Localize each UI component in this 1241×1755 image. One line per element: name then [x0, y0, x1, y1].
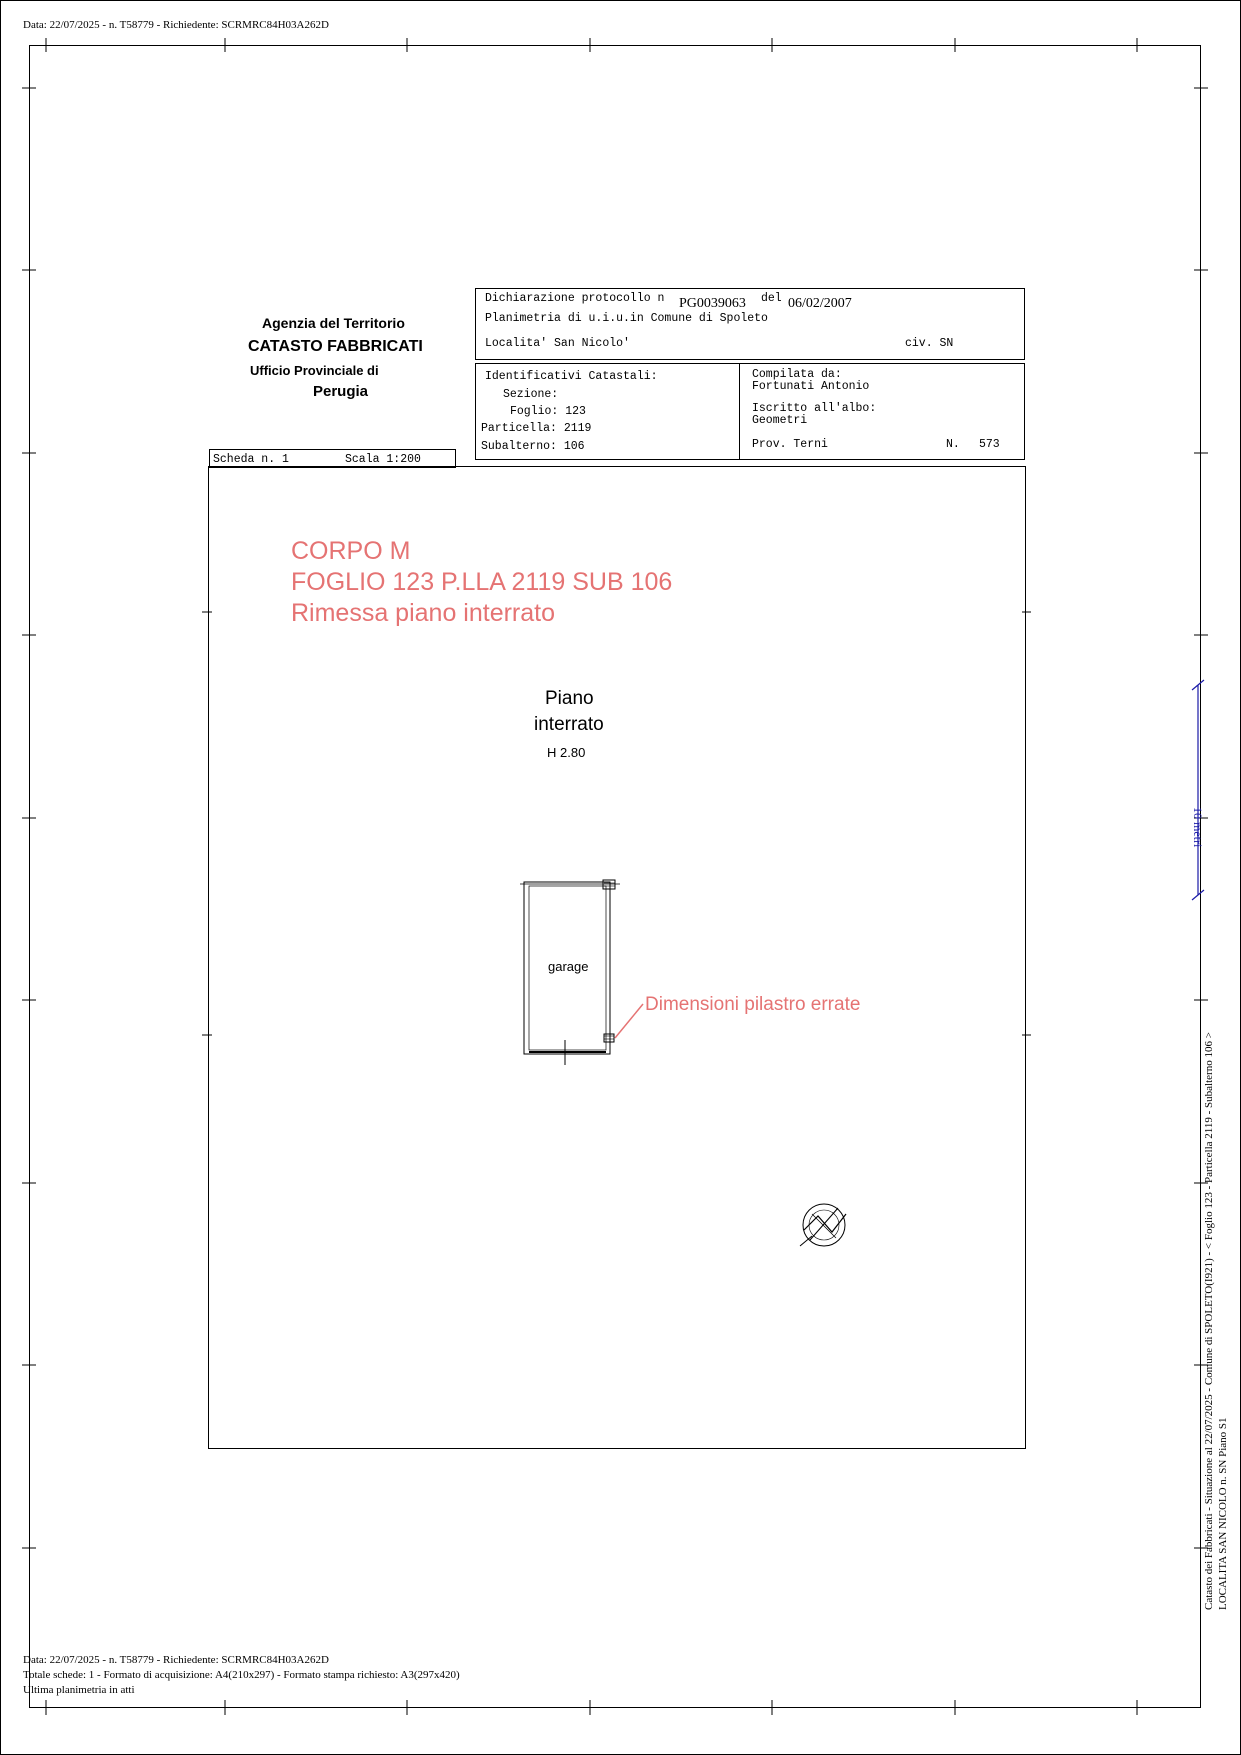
footer-last-plan: Ultima planimetria in atti [23, 1684, 135, 1696]
identifiers-title: Identificativi Catastali: [485, 370, 658, 383]
floor-label: Piano [545, 688, 594, 709]
identifier-foglio: Foglio: 123 [510, 405, 586, 418]
floor-height: H 2.80 [547, 745, 586, 760]
annotation-corpo: CORPO M [291, 537, 411, 565]
province: Prov. Terni [752, 438, 828, 451]
annotation-foglio: FOGLIO 123 P.LLA 2119 SUB 106 [291, 568, 673, 596]
identifier-subalterno: Subalterno: 106 [481, 440, 585, 453]
albo-label: Iscritto all'albo: [752, 402, 877, 415]
side-info-line2: LOCALITA SAN NICOLO n. SN Piano S1 [1217, 1417, 1229, 1610]
floor-label-2: interrato [534, 714, 604, 735]
office-label: Ufficio Provinciale di [250, 363, 379, 378]
protocol-label: Dichiarazione protocollo n [485, 292, 665, 305]
annotation-rimessa: Rimessa piano interrato [291, 599, 556, 627]
scale-bar-label: 10 metri [1191, 807, 1205, 848]
side-info-line1: Catasto dei Fabbricati - Situazione al 22/07/2025 - Comune di SPOLETO(I921) - < Foglio 123 - Particella 2119 - Subalterno 106 > [1203, 1032, 1215, 1610]
header-request-line: Data: 22/07/2025 - n. T58779 - Richiedente: SCRMRC84H03A262D [23, 19, 329, 31]
scheda-number: Scheda n. 1 [213, 453, 289, 466]
pillar-note: Dimensioni pilastro errate [645, 994, 861, 1015]
registration-n-label: N. [946, 438, 960, 451]
footer-request-line: Data: 22/07/2025 - n. T58779 - Richiedente: SCRMRC84H03A262D [23, 1654, 329, 1666]
identifier-sezione: Sezione: [503, 388, 559, 401]
scale-label: Scala 1:200 [345, 453, 421, 466]
del-label: del [761, 292, 782, 305]
albo-value: Geometri [752, 414, 808, 427]
compiler-name: Fortunati Antonio [752, 380, 870, 393]
room-label-garage: garage [548, 959, 589, 974]
catasto-title: CATASTO FABBRICATI [248, 338, 423, 355]
identifier-particella: Particella: 2119 [481, 422, 592, 435]
agency-name: Agenzia del Territorio [262, 315, 405, 331]
registration-n-value: 573 [979, 438, 1000, 451]
protocol-date: 06/02/2007 [788, 296, 852, 311]
localita-line: Localita' San Nicolo' [485, 337, 630, 350]
footer-format-line: Totale schede: 1 - Formato di acquisizione: A4(210x297) - Formato stampa richiesto: A3(297x420) [23, 1669, 460, 1681]
protocol-number: PG0039063 [679, 296, 746, 311]
compiler-label: Compilata da: [752, 368, 842, 381]
planimetria-line: Planimetria di u.i.u.in Comune di Spoleto [485, 312, 768, 325]
office-city: Perugia [313, 383, 369, 400]
civic-number: civ. SN [905, 337, 954, 350]
